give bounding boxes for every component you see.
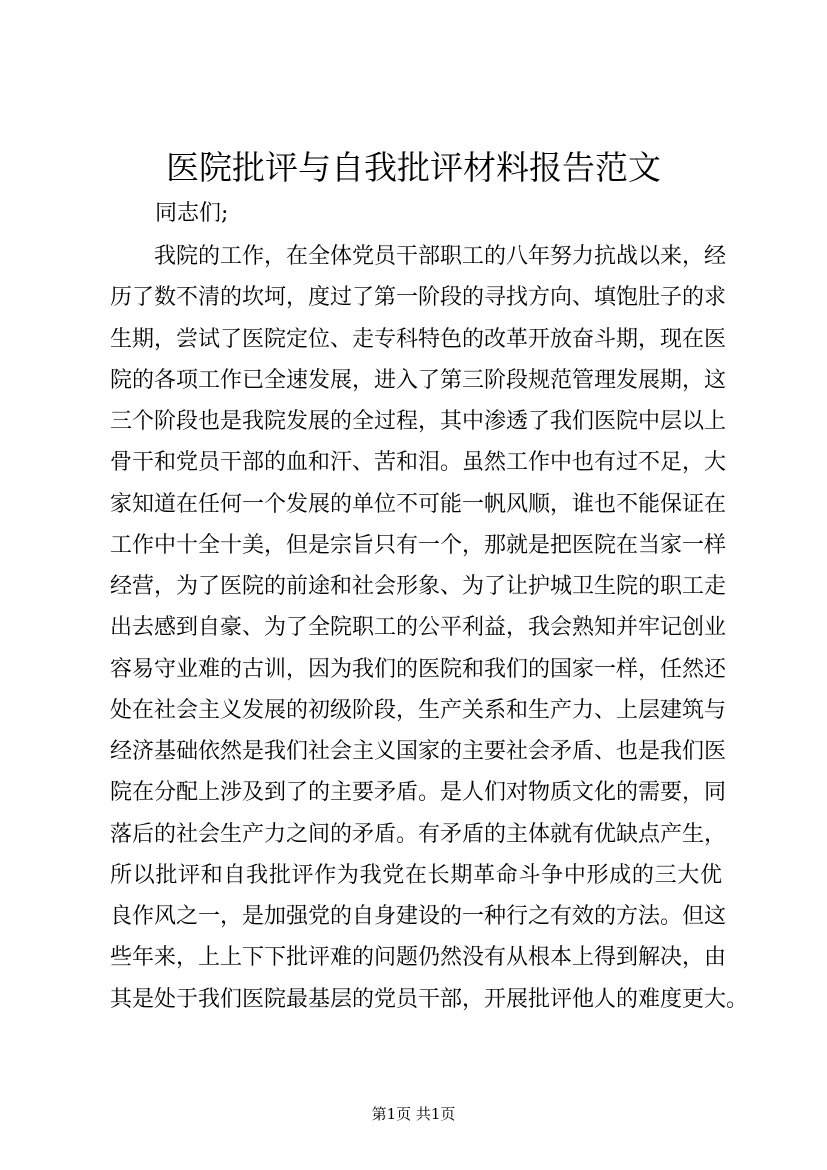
- body-line: 我院的工作，在全体党员干部职工的八年努力抗战以来，经: [154, 244, 727, 269]
- body-paragraph: [110, 236, 749, 1020]
- body-line: 经济基础依然是我们社会主义国家的主要社会矛盾、也是我们医: [110, 739, 727, 764]
- body-line: 出去感到自豪、为了全院职工的公平利益，我会熟知并牢记创业: [110, 615, 727, 641]
- body-line: 些年来，上上下下批评难的问题仍然没有从根本上得到解决，由: [110, 945, 727, 971]
- document-title: 医院批评与自我批评材料报告范文: [166, 148, 661, 187]
- body-line: 工作中十全十美，但是宗旨只有一个，那就是把医院在当家一样: [110, 532, 727, 558]
- body-line: 家知道在任何一个发展的单位不可能一帆风顺，谁也不能保证在: [110, 491, 727, 517]
- page-footer: 第1页 共1页: [371, 1105, 456, 1123]
- salutation: 同志们;: [155, 201, 229, 226]
- body-line: 落后的社会生产力之间的矛盾。有矛盾的主体就有优缺点产生，: [110, 821, 727, 847]
- body-line: 院的各项工作已全速发展，进入了第三阶段规范管理发展期，这: [110, 367, 727, 393]
- body-line: 良作风之一，是加强党的自身建设的一种行之有效的方法。但这: [110, 904, 727, 929]
- body-line: 其是处于我们医院最基层的党员干部，开展批评他人的难度更大。: [110, 986, 749, 1012]
- body-line: 历了数不清的坎坷，度过了第一阶段的寻找方向、填饱肚子的求: [110, 285, 727, 311]
- body-line: 骨干和党员干部的血和汗、苦和泪。虽然工作中也有过不足，大: [110, 450, 727, 476]
- body-line: 三个阶段也是我院发展的全过程，其中渗透了我们医院中层以上: [110, 409, 727, 434]
- body-line: 处在社会主义发展的初级阶段，生产关系和生产力、上层建筑与: [110, 697, 727, 723]
- body-line: 院在分配上涉及到了的主要矛盾。是人们对物质文化的需要，同: [110, 780, 727, 806]
- body-line: 生期，尝试了医院定位、走专科特色的改革开放奋斗期，现在医: [110, 326, 727, 352]
- body-line: 所以批评和自我批评作为我党在长期革命斗争中形成的三大优: [110, 862, 722, 888]
- body-line: 经营，为了医院的前途和社会形象、为了让护城卫生院的职工走: [110, 574, 727, 599]
- body-line: 容易守业难的古训，因为我们的医院和我们的国家一样，任然还: [110, 656, 727, 682]
